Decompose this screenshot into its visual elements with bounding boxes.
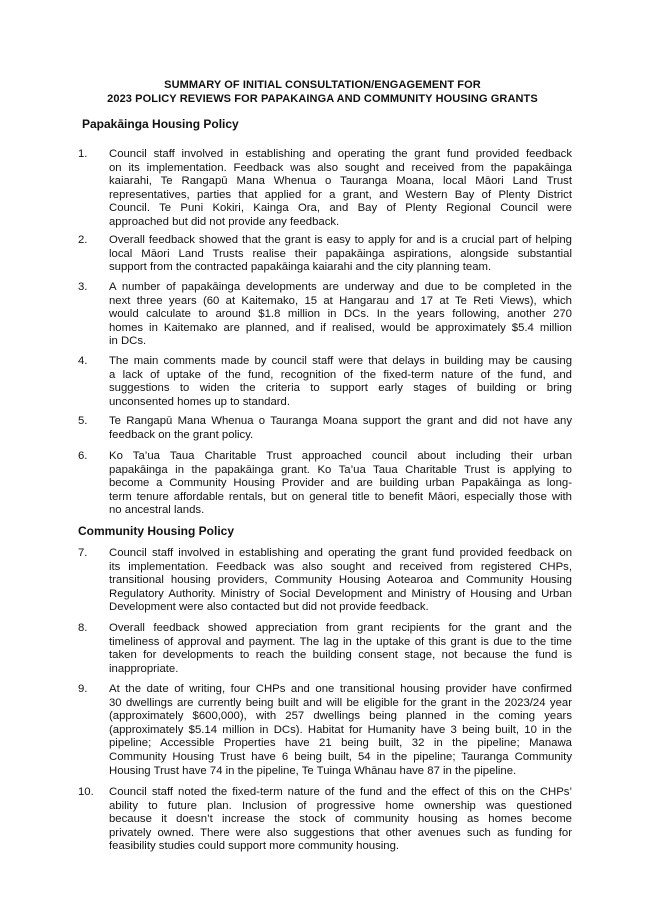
item-number: 5. — [78, 415, 88, 427]
text-line: papakāinga in the papakāinga grant. Ko Ta’ua Taua Charitable Trust is applying to — [109, 463, 572, 476]
text-line: support from the contracted papakāinga kaiarahi and the city planning team. — [109, 261, 492, 274]
item-text — [109, 683, 572, 778]
text-line: 30 dwellings are currently being built and will be eligible for the grant in the 2023/24 year — [109, 696, 572, 709]
text-line: in DCs. — [109, 335, 147, 348]
text-line: kaiarahi, Te Rangapū Mana Whenua o Tauranga Moana, local Māori Land Trust — [109, 175, 572, 188]
text-line: pipeline; Accessible Properties have 21 being built, 32 in the pipeline; Manawa — [109, 737, 572, 750]
list-item — [78, 355, 572, 409]
list-item — [78, 148, 572, 230]
list-item — [78, 786, 572, 854]
text-line: feedback on the grant policy. — [109, 428, 254, 441]
text-line: Te Rangapū Mana Whenua o Tauranga Moana support the grant and did not have any — [109, 415, 572, 427]
list-item — [78, 415, 572, 442]
text-line: transitional housing providers, Community Housing Aotearoa and Community Housing — [109, 574, 572, 587]
item-number: 6. — [78, 450, 88, 462]
text-line: approached but did not provide any feedback. — [109, 215, 340, 228]
text-line: local Māori Land Trusts realise their papakāinga aspirations, alongside substantial — [109, 247, 572, 260]
text-line: taken for developments to reach the building consent stage, not because the fund is — [109, 649, 572, 662]
item-text — [109, 355, 572, 409]
text-line: Council staff involved in establishing and operating the grant fund provided feedback — [109, 148, 572, 160]
text-line: no ancestral lands. — [109, 504, 205, 517]
document-title — [0, 78, 645, 106]
text-line: (approximately $5.14 million in DCs). Habitat for Humanity have 3 being built, 10 in the — [109, 723, 572, 736]
list-item — [78, 281, 572, 349]
text-line: would calculate to around $1.8 million in DCs. In the years following, another 270 — [109, 308, 572, 321]
text-line: next three years (60 at Kaitemako, 15 at Hangarau and 17 at Te Reti Views), which — [109, 294, 572, 307]
text-line: timeliness of approval and payment. The lag in the uptake of this grant is due to the time — [109, 635, 572, 648]
item-number: 1. — [78, 148, 88, 160]
text-line: Housing Trust have 74 in the pipeline, Te Tuinga Whānau have 87 in the pipeline. — [109, 764, 517, 777]
text-line: Overall feedback showed that the grant is easy to apply for and is a crucial part of helping — [109, 234, 572, 246]
text-line: term tenure affordable rentals, but on general title to benefit Māori, especially those with — [109, 490, 572, 503]
text-line: ability to future plan. Inclusion of progressive home ownership was questioned — [109, 799, 572, 812]
item-number: 3. — [78, 281, 88, 293]
item-text — [109, 450, 572, 518]
list-item — [78, 547, 572, 615]
text-line: Overall feedback showed appreciation from grant recipients for the grant and the — [109, 622, 572, 634]
item-number: 8. — [78, 622, 88, 634]
item-text — [109, 622, 572, 676]
text-line: become a Community Housing Provider and are building urban Papakāinga as long- — [109, 477, 572, 490]
section-heading-community-housing: Community Housing Policy — [78, 524, 235, 538]
item-text — [109, 547, 572, 615]
item-text — [109, 234, 572, 275]
text-line: because it doesn’t increase the stock of community housing as homes become — [109, 813, 572, 826]
text-line: Development were also contacted but did not provide feedback. — [109, 601, 429, 614]
list-item — [78, 234, 572, 275]
text-line: feasibility studies could support more community housing. — [109, 840, 400, 853]
text-line: suggestions to widen the criteria to support early stages of building or bring — [109, 382, 572, 395]
list-item — [78, 622, 572, 676]
text-line: unconsented homes up to standard. — [109, 395, 290, 408]
text-line: Council staff involved in establishing and operating the grant fund provided feedback on — [109, 547, 572, 559]
text-line: inappropriate. — [109, 662, 179, 675]
item-number: 4. — [78, 355, 88, 367]
text-line: Community Housing Trust have 6 being built, 54 in the pipeline; Tauranga Community — [109, 750, 572, 763]
item-text — [109, 415, 572, 442]
document-title-line: SUMMARY OF INITIAL CONSULTATION/ENGAGEMENT FOR — [164, 79, 481, 91]
text-line: Ko Ta’ua Taua Charitable Trust approached council about including their urban — [109, 450, 572, 462]
section-heading-papakainga: Papakāinga Housing Policy — [82, 117, 239, 131]
text-line: privately owned. There were also suggestions that other avenues such as funding for — [109, 826, 572, 839]
text-line: A number of papakāinga developments are underway and due to be completed in the — [109, 281, 572, 293]
item-text — [109, 148, 572, 230]
text-line: its implementation. Feedback was also sought and received from registered CHPs, — [109, 560, 572, 573]
text-line: Council. Te Puni Kokiri, Kainga Ora, and Bay of Plenty Regional Council were — [109, 202, 572, 215]
item-text — [109, 786, 572, 854]
text-line: Regulatory Authority. Ministry of Social Development and Ministry of Housing and Urban — [109, 587, 572, 600]
text-line: At the date of writing, four CHPs and one transitional housing provider have confirmed — [109, 683, 572, 695]
list-item — [78, 683, 572, 778]
item-text — [109, 281, 572, 349]
item-number: 7. — [78, 547, 88, 559]
text-line: representatives, parties that applied for a grant, and Western Bay of Plenty District — [109, 188, 572, 201]
text-line: The main comments made by council staff were that delays in building may be causing — [109, 355, 572, 367]
item-number: 9. — [78, 683, 88, 695]
text-line: on its implementation. Feedback was also sought and received from the papakāinga — [109, 161, 572, 174]
list-item — [78, 450, 572, 518]
item-number: 10. — [78, 786, 94, 798]
item-number: 2. — [78, 234, 88, 246]
text-line: (approximately $600,000), with 257 dwellings being planned in the coming years — [109, 710, 572, 723]
text-line: Council staff noted the fixed-term nature of the fund and the effect of this on the CHPs’ — [109, 786, 572, 798]
document-title-line: 2023 POLICY REVIEWS FOR PAPAKAINGA AND COMMUNITY HOUSING GRANTS — [107, 93, 538, 105]
text-line: homes in Kaitemako are planned, and if realised, would be approximately $5.4 million — [109, 321, 572, 334]
text-line: a lack of uptake of the fund, recognition of the fixed-term nature of the fund, and — [109, 368, 572, 381]
